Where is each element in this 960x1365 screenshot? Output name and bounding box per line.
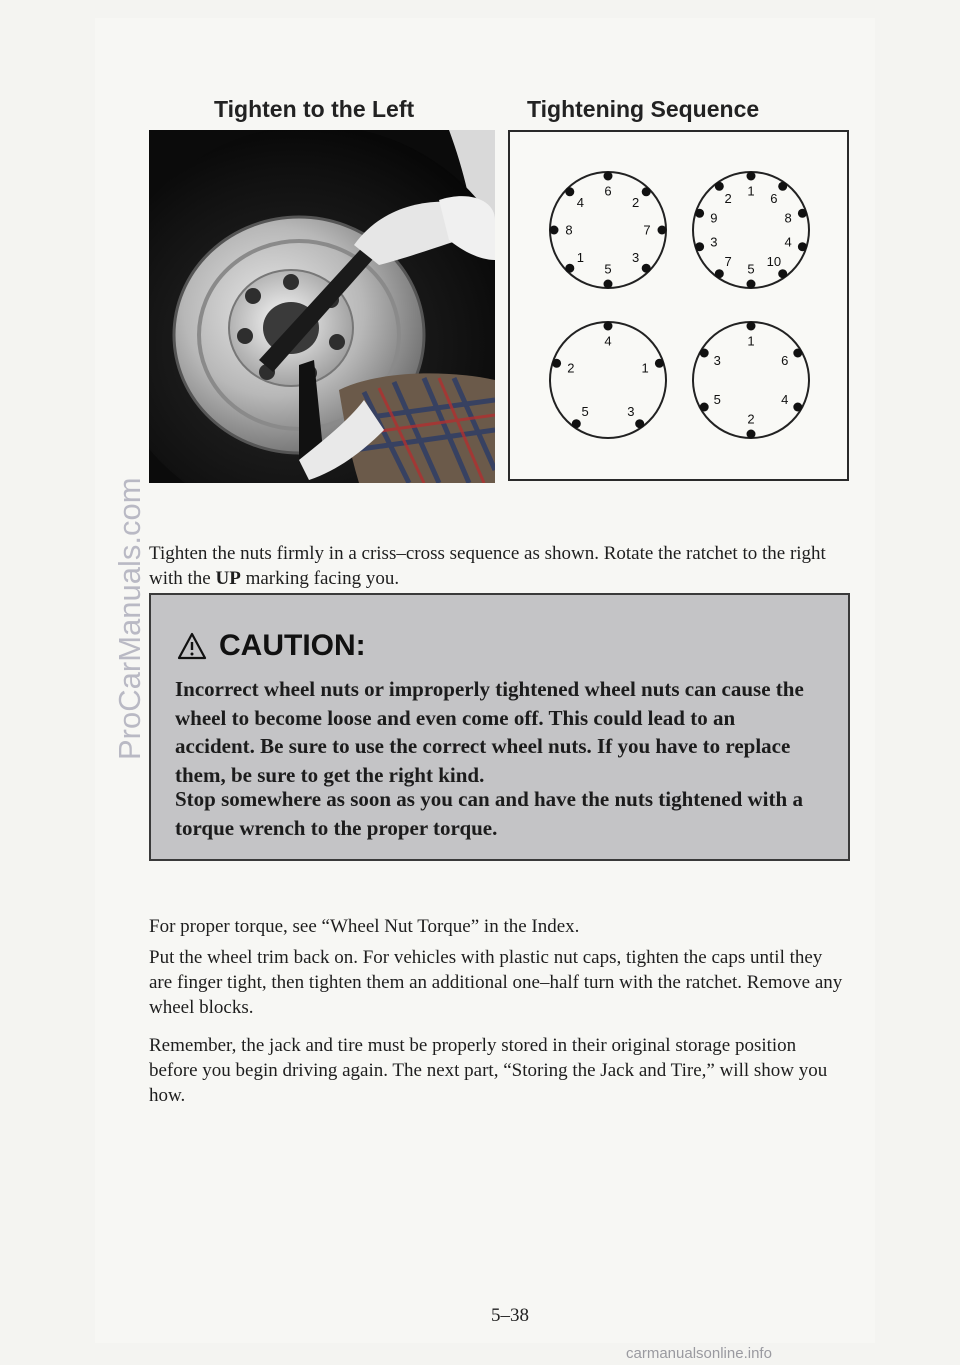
- lug-nut-dot: [747, 280, 756, 289]
- lug-nut-dot: [642, 264, 651, 273]
- lug-nut-dot: [798, 242, 807, 251]
- lug-sequence-number: 6: [781, 353, 789, 368]
- lug-sequence-number: 4: [784, 234, 792, 250]
- lug-sequence-number: 5: [581, 404, 589, 420]
- lug-sequence-number: 7: [724, 254, 732, 270]
- up-marking: UP: [215, 568, 241, 589]
- lug-sequence-number: 3: [713, 353, 721, 368]
- p1-text-b: marking facing you.: [240, 568, 400, 589]
- wheel-photo: [149, 130, 495, 483]
- lug-sequence-number: 5: [604, 261, 612, 277]
- lug-sequence-number: 2: [747, 411, 755, 427]
- sequence-heading: Tightening Sequence: [527, 96, 760, 122]
- lug-sequence-number: 2: [631, 194, 640, 210]
- caution-label: CAUTION:: [219, 629, 366, 662]
- lug-sequence-number: 6: [604, 183, 612, 199]
- lug-nut-dot: [793, 403, 802, 412]
- lug-nut-dot: [747, 430, 756, 439]
- lug-nut-dot: [655, 359, 664, 368]
- lug-nut-dot: [658, 226, 667, 235]
- lug-sequence-number: 10: [766, 254, 782, 270]
- warning-triangle-icon: [177, 632, 207, 660]
- side-watermark: ProCarManuals.com: [112, 477, 147, 760]
- lug-sequence-number: 4: [781, 392, 789, 407]
- lug-nut-dot: [695, 209, 704, 218]
- bottom-watermark: carmanualsonline.info: [626, 1345, 772, 1362]
- lug-sequence-number: 1: [576, 250, 585, 266]
- lug-sequence-number: 7: [643, 222, 651, 238]
- lug-nut-dot: [635, 419, 644, 428]
- lug-nut-dot: [642, 187, 651, 196]
- lug-nut-dot: [695, 242, 704, 251]
- lug-sequence-number: 5: [747, 261, 755, 277]
- lug-nut-dot: [700, 403, 709, 412]
- lug-sequence-number: 9: [710, 210, 718, 226]
- p1-text-a: Tighten the nuts firmly in a criss–cross sequence as shown. Rotate the ratchet to the right with the: [149, 543, 826, 589]
- caution-text-1: Incorrect wheel nuts or improperly tightened wheel nuts can cause the wheel to become loose and even come off. This could lead to an accident. Be sure to use the correct wheel nuts. If you have to replace them, be sure to get the right kind.: [175, 677, 804, 787]
- caution-title: [177, 629, 366, 663]
- lug-nut-dot: [552, 359, 561, 368]
- lug-nut-dot: [604, 172, 613, 181]
- lug-sequence-number: 4: [576, 194, 585, 210]
- storage-reminder: Remember, the jack and tire must be properly stored in their original storage position before you begin driving again. The next part, “Storing the Jack and Tire,” will show you how.: [149, 1035, 828, 1106]
- lug-sequence-number: 6: [770, 190, 778, 206]
- lug-sequence-number: 1: [747, 333, 755, 349]
- lug-sequence-number: 4: [604, 333, 612, 349]
- lug-sequence-number: 2: [724, 190, 732, 206]
- lug-sequence-number: 3: [631, 250, 640, 266]
- page-number: 5–38: [491, 1305, 529, 1326]
- lug-sequence-number: 3: [627, 404, 635, 420]
- lug-nut-dot: [715, 269, 724, 278]
- lug-nut-dot: [715, 182, 724, 191]
- lug-nut-dot: [550, 226, 559, 235]
- lug-sequence-number: 2: [567, 360, 575, 376]
- lug-sequence-number: 8: [784, 210, 792, 226]
- caution-box: [149, 593, 850, 861]
- photo-heading: Tighten to the Left: [214, 96, 415, 122]
- lug-sequence-number: 5: [713, 392, 721, 407]
- caution-text-2: Stop somewhere as soon as you can and have the nuts tightened with a torque wrench to the proper torque.: [175, 787, 803, 840]
- lug-nut-dot: [604, 280, 613, 289]
- tightening-instructions: [149, 541, 849, 591]
- lug-nut-dot: [778, 269, 787, 278]
- lug-nut-dot: [604, 322, 613, 331]
- trim-instructions: Put the wheel trim back on. For vehicles with plastic nut caps, tighten the caps until they are finger tight, then tighten them an additional one–half turn with the ratchet. Remove any wheel blocks.: [149, 947, 843, 1018]
- lug-nut-dot: [747, 172, 756, 181]
- lug-nut-dot: [700, 349, 709, 358]
- lug-sequence-number: 1: [641, 360, 649, 376]
- lug-nut-dot: [572, 419, 581, 428]
- torque-reference: For proper torque, see “Wheel Nut Torque” in the Index.: [149, 916, 580, 937]
- lug-nut-dot: [565, 187, 574, 196]
- tightening-sequence-diagram: [508, 130, 849, 481]
- lug-nut-dot: [778, 182, 787, 191]
- lug-nut-dot: [793, 349, 802, 358]
- lug-sequence-number: 3: [710, 234, 718, 250]
- lug-sequence-number: 8: [565, 222, 573, 238]
- lug-sequence-number: 1: [747, 183, 755, 199]
- lug-nut-dot: [747, 322, 756, 331]
- lug-nut-dot: [798, 209, 807, 218]
- lug-nut-dot: [565, 264, 574, 273]
